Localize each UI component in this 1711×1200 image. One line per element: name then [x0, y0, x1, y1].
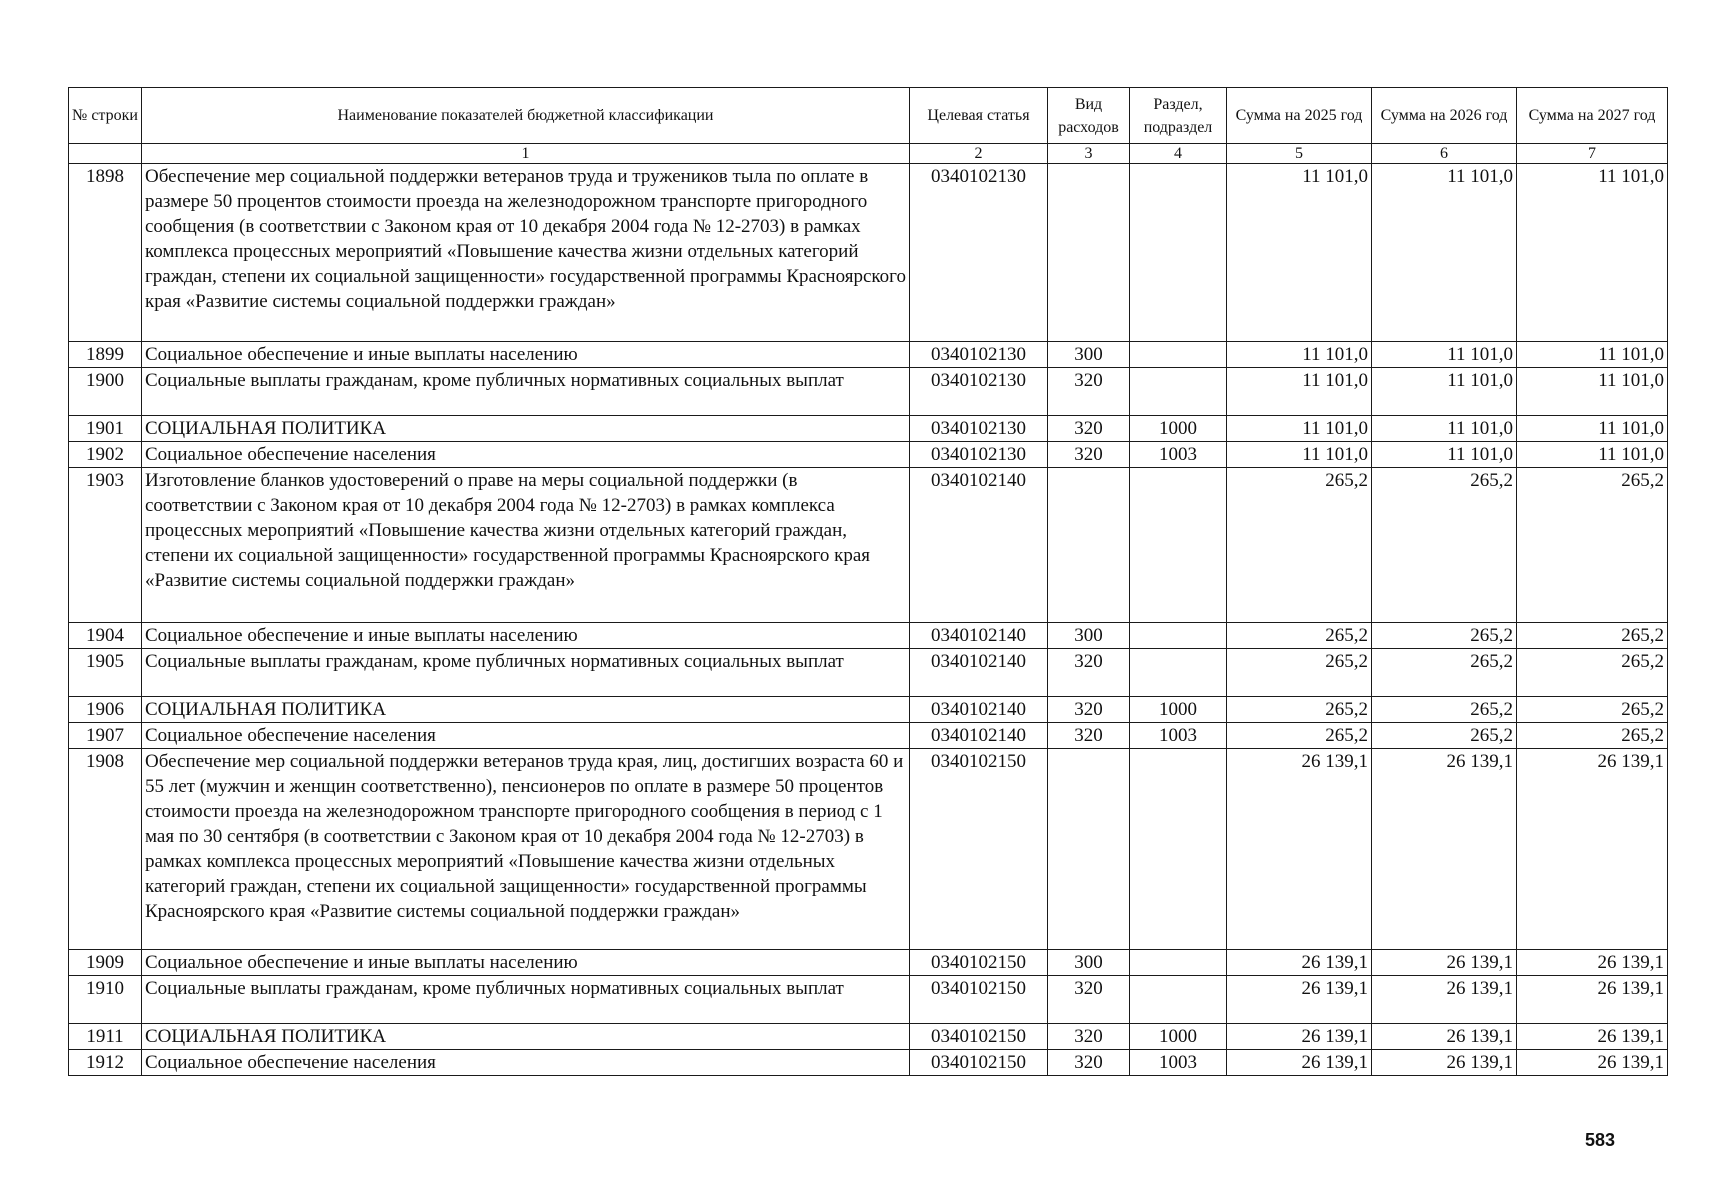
table-row: [69, 1024, 1668, 1050]
row-sum-2026: 265,2: [1372, 649, 1517, 697]
column-number-row: [69, 144, 1668, 164]
row-razdel: 1003: [1130, 723, 1227, 749]
row-vid: 320: [1048, 723, 1130, 749]
row-sum-2025: 11 101,0: [1227, 416, 1372, 442]
row-sum-2026: 265,2: [1372, 468, 1517, 623]
row-name: Социальное обеспечение населения: [142, 442, 910, 468]
row-sum-2027: 26 139,1: [1517, 1024, 1668, 1050]
column-number: 4: [1130, 144, 1227, 164]
row-name: Социальное обеспечение и иные выплаты населению: [142, 342, 910, 368]
row-target-code: 0340102130: [910, 442, 1048, 468]
row-razdel: 1000: [1130, 697, 1227, 723]
row-sum-2026: 26 139,1: [1372, 749, 1517, 950]
row-name: Социальные выплаты гражданам, кроме публичных нормативных социальных выплат: [142, 649, 910, 697]
row-target-code: 0340102130: [910, 416, 1048, 442]
header-sum-2025: Сумма на 2025 год: [1227, 88, 1372, 144]
row-sum-2027: 26 139,1: [1517, 749, 1668, 950]
row-razdel: [1130, 468, 1227, 623]
table-row: [69, 342, 1668, 368]
row-sum-2025: 26 139,1: [1227, 749, 1372, 950]
row-number: 1902: [69, 442, 142, 468]
row-razdel: [1130, 342, 1227, 368]
table-row: [69, 368, 1668, 416]
row-number: 1904: [69, 623, 142, 649]
row-target-code: 0340102140: [910, 468, 1048, 623]
row-sum-2025: 11 101,0: [1227, 342, 1372, 368]
row-sum-2025: 265,2: [1227, 468, 1372, 623]
row-vid: [1048, 749, 1130, 950]
row-sum-2026: 11 101,0: [1372, 368, 1517, 416]
row-vid: 320: [1048, 697, 1130, 723]
row-target-code: 0340102140: [910, 723, 1048, 749]
column-number: [69, 144, 142, 164]
table-row: [69, 164, 1668, 342]
row-sum-2027: 11 101,0: [1517, 368, 1668, 416]
row-sum-2025: 265,2: [1227, 723, 1372, 749]
row-target-code: 0340102150: [910, 950, 1048, 976]
row-name: Социальное обеспечение населения: [142, 1050, 910, 1076]
row-vid: [1048, 164, 1130, 342]
header-row: [69, 88, 1668, 144]
table-row: [69, 416, 1668, 442]
header-razdel: Раздел, подраздел: [1130, 88, 1227, 144]
row-target-code: 0340102140: [910, 649, 1048, 697]
row-number: 1908: [69, 749, 142, 950]
row-sum-2027: 265,2: [1517, 623, 1668, 649]
row-number: 1911: [69, 1024, 142, 1050]
row-name: Обеспечение мер социальной поддержки ветеранов труда и тружеников тыла по оплате в размере 50 процентов стоимости проезда на железнодорожном транспорте пригородного сообщения (в соответствии с Законом края от 10 декабря 2004 года № 12-2703) в рамках комплекса процессных мероприятий «Повышение качества жизни отдельных категорий граждан, степени их социальной защищенности» государственной программы Красноярского края «Развитие системы социальной поддержки граждан»: [142, 164, 910, 342]
row-target-code: 0340102140: [910, 623, 1048, 649]
row-sum-2027: 11 101,0: [1517, 416, 1668, 442]
row-number: 1910: [69, 976, 142, 1024]
row-razdel: [1130, 976, 1227, 1024]
table-row: [69, 442, 1668, 468]
row-vid: 320: [1048, 1024, 1130, 1050]
row-vid: 320: [1048, 368, 1130, 416]
row-name: Социальное обеспечение населения: [142, 723, 910, 749]
header-target: Целевая статья: [910, 88, 1048, 144]
row-vid: 320: [1048, 976, 1130, 1024]
row-target-code: 0340102130: [910, 342, 1048, 368]
row-vid: 320: [1048, 1050, 1130, 1076]
row-sum-2027: 11 101,0: [1517, 164, 1668, 342]
row-sum-2025: 26 139,1: [1227, 1024, 1372, 1050]
row-number: 1905: [69, 649, 142, 697]
row-razdel: [1130, 164, 1227, 342]
row-target-code: 0340102140: [910, 697, 1048, 723]
header-name: Наименование показателей бюджетной классификации: [142, 88, 910, 144]
row-sum-2025: 11 101,0: [1227, 368, 1372, 416]
row-target-code: 0340102150: [910, 976, 1048, 1024]
row-sum-2027: 265,2: [1517, 468, 1668, 623]
row-vid: 320: [1048, 442, 1130, 468]
row-number: 1909: [69, 950, 142, 976]
row-name: Социальные выплаты гражданам, кроме публичных нормативных социальных выплат: [142, 976, 910, 1024]
row-sum-2026: 11 101,0: [1372, 442, 1517, 468]
row-name: Социальное обеспечение и иные выплаты населению: [142, 623, 910, 649]
row-sum-2025: 26 139,1: [1227, 1050, 1372, 1076]
row-number: 1901: [69, 416, 142, 442]
row-target-code: 0340102130: [910, 164, 1048, 342]
row-name: СОЦИАЛЬНАЯ ПОЛИТИКА: [142, 1024, 910, 1050]
row-sum-2027: 265,2: [1517, 697, 1668, 723]
row-name: Социальное обеспечение и иные выплаты населению: [142, 950, 910, 976]
table-row: [69, 623, 1668, 649]
row-sum-2026: 26 139,1: [1372, 1024, 1517, 1050]
column-number: 6: [1372, 144, 1517, 164]
row-sum-2025: 265,2: [1227, 649, 1372, 697]
row-number: 1912: [69, 1050, 142, 1076]
row-number: 1898: [69, 164, 142, 342]
column-number: 2: [910, 144, 1048, 164]
row-number: 1903: [69, 468, 142, 623]
row-vid: [1048, 468, 1130, 623]
row-name: СОЦИАЛЬНАЯ ПОЛИТИКА: [142, 416, 910, 442]
table-row: [69, 950, 1668, 976]
column-number: 7: [1517, 144, 1668, 164]
row-sum-2027: 265,2: [1517, 649, 1668, 697]
row-number: 1906: [69, 697, 142, 723]
column-number: 1: [142, 144, 910, 164]
row-name: Обеспечение мер социальной поддержки ветеранов труда края, лиц, достигших возраста 60 и 55 лет (мужчин и женщин соответственно), пенсионеров по оплате в размере 50 процентов стоимости проезда на железнодорожном транспорте пригородного сообщения в период с 1 мая по 30 сентября (в соответствии с Законом края от 10 декабря 2004 года № 12-2703) в рамках комплекса процессных мероприятий «Повышение качества жизни отдельных категорий граждан, степени их социальной защищенности» государственной программы Красноярского края «Развитие системы социальной поддержки граждан»: [142, 749, 910, 950]
row-sum-2026: 265,2: [1372, 723, 1517, 749]
row-number: 1900: [69, 368, 142, 416]
table-row: [69, 1050, 1668, 1076]
row-target-code: 0340102130: [910, 368, 1048, 416]
row-sum-2026: 11 101,0: [1372, 416, 1517, 442]
row-sum-2026: 26 139,1: [1372, 1050, 1517, 1076]
row-sum-2025: 265,2: [1227, 697, 1372, 723]
row-razdel: [1130, 950, 1227, 976]
row-razdel: [1130, 368, 1227, 416]
row-name: Изготовление бланков удостоверений о праве на меры социальной поддержки (в соответствии с Законом края от 10 декабря 2004 года № 12-2703) в рамках комплекса процессных мероприятий «Повышение качества жизни отдельных категорий граждан, степени их социальной защищенности» государственной программы Красноярского края «Развитие системы социальной поддержки граждан»: [142, 468, 910, 623]
row-razdel: 1000: [1130, 416, 1227, 442]
row-sum-2025: 11 101,0: [1227, 164, 1372, 342]
row-sum-2026: 265,2: [1372, 697, 1517, 723]
row-sum-2027: 265,2: [1517, 723, 1668, 749]
table-body: [69, 164, 1668, 1076]
budget-table: [68, 87, 1668, 1076]
row-razdel: 1000: [1130, 1024, 1227, 1050]
column-number: 5: [1227, 144, 1372, 164]
row-sum-2026: 11 101,0: [1372, 342, 1517, 368]
row-target-code: 0340102150: [910, 1024, 1048, 1050]
row-razdel: [1130, 649, 1227, 697]
row-razdel: 1003: [1130, 1050, 1227, 1076]
table-row: [69, 723, 1668, 749]
header-sum-2026: Сумма на 2026 год: [1372, 88, 1517, 144]
row-number: 1907: [69, 723, 142, 749]
table-row: [69, 468, 1668, 623]
row-sum-2026: 26 139,1: [1372, 950, 1517, 976]
row-number: 1899: [69, 342, 142, 368]
header-vid: Вид расходов: [1048, 88, 1130, 144]
row-sum-2026: 11 101,0: [1372, 164, 1517, 342]
row-vid: 320: [1048, 416, 1130, 442]
row-razdel: 1003: [1130, 442, 1227, 468]
row-sum-2027: 11 101,0: [1517, 442, 1668, 468]
row-target-code: 0340102150: [910, 1050, 1048, 1076]
row-razdel: [1130, 749, 1227, 950]
row-name: Социальные выплаты гражданам, кроме публичных нормативных социальных выплат: [142, 368, 910, 416]
header-row-no: № строки: [69, 88, 142, 144]
row-sum-2025: 26 139,1: [1227, 976, 1372, 1024]
row-sum-2027: 26 139,1: [1517, 1050, 1668, 1076]
row-sum-2025: 26 139,1: [1227, 950, 1372, 976]
table-row: [69, 749, 1668, 950]
table-row: [69, 697, 1668, 723]
row-sum-2025: 265,2: [1227, 623, 1372, 649]
row-sum-2026: 265,2: [1372, 623, 1517, 649]
row-sum-2025: 11 101,0: [1227, 442, 1372, 468]
header-sum-2027: Сумма на 2027 год: [1517, 88, 1668, 144]
table-row: [69, 649, 1668, 697]
row-vid: 300: [1048, 623, 1130, 649]
row-sum-2027: 26 139,1: [1517, 976, 1668, 1024]
column-number: 3: [1048, 144, 1130, 164]
row-vid: 320: [1048, 649, 1130, 697]
row-razdel: [1130, 623, 1227, 649]
page-number: 583: [1585, 1130, 1616, 1150]
row-vid: 300: [1048, 950, 1130, 976]
row-target-code: 0340102150: [910, 749, 1048, 950]
row-vid: 300: [1048, 342, 1130, 368]
row-sum-2027: 26 139,1: [1517, 950, 1668, 976]
row-sum-2026: 26 139,1: [1372, 976, 1517, 1024]
table-row: [69, 976, 1668, 1024]
row-name: СОЦИАЛЬНАЯ ПОЛИТИКА: [142, 697, 910, 723]
row-sum-2027: 11 101,0: [1517, 342, 1668, 368]
